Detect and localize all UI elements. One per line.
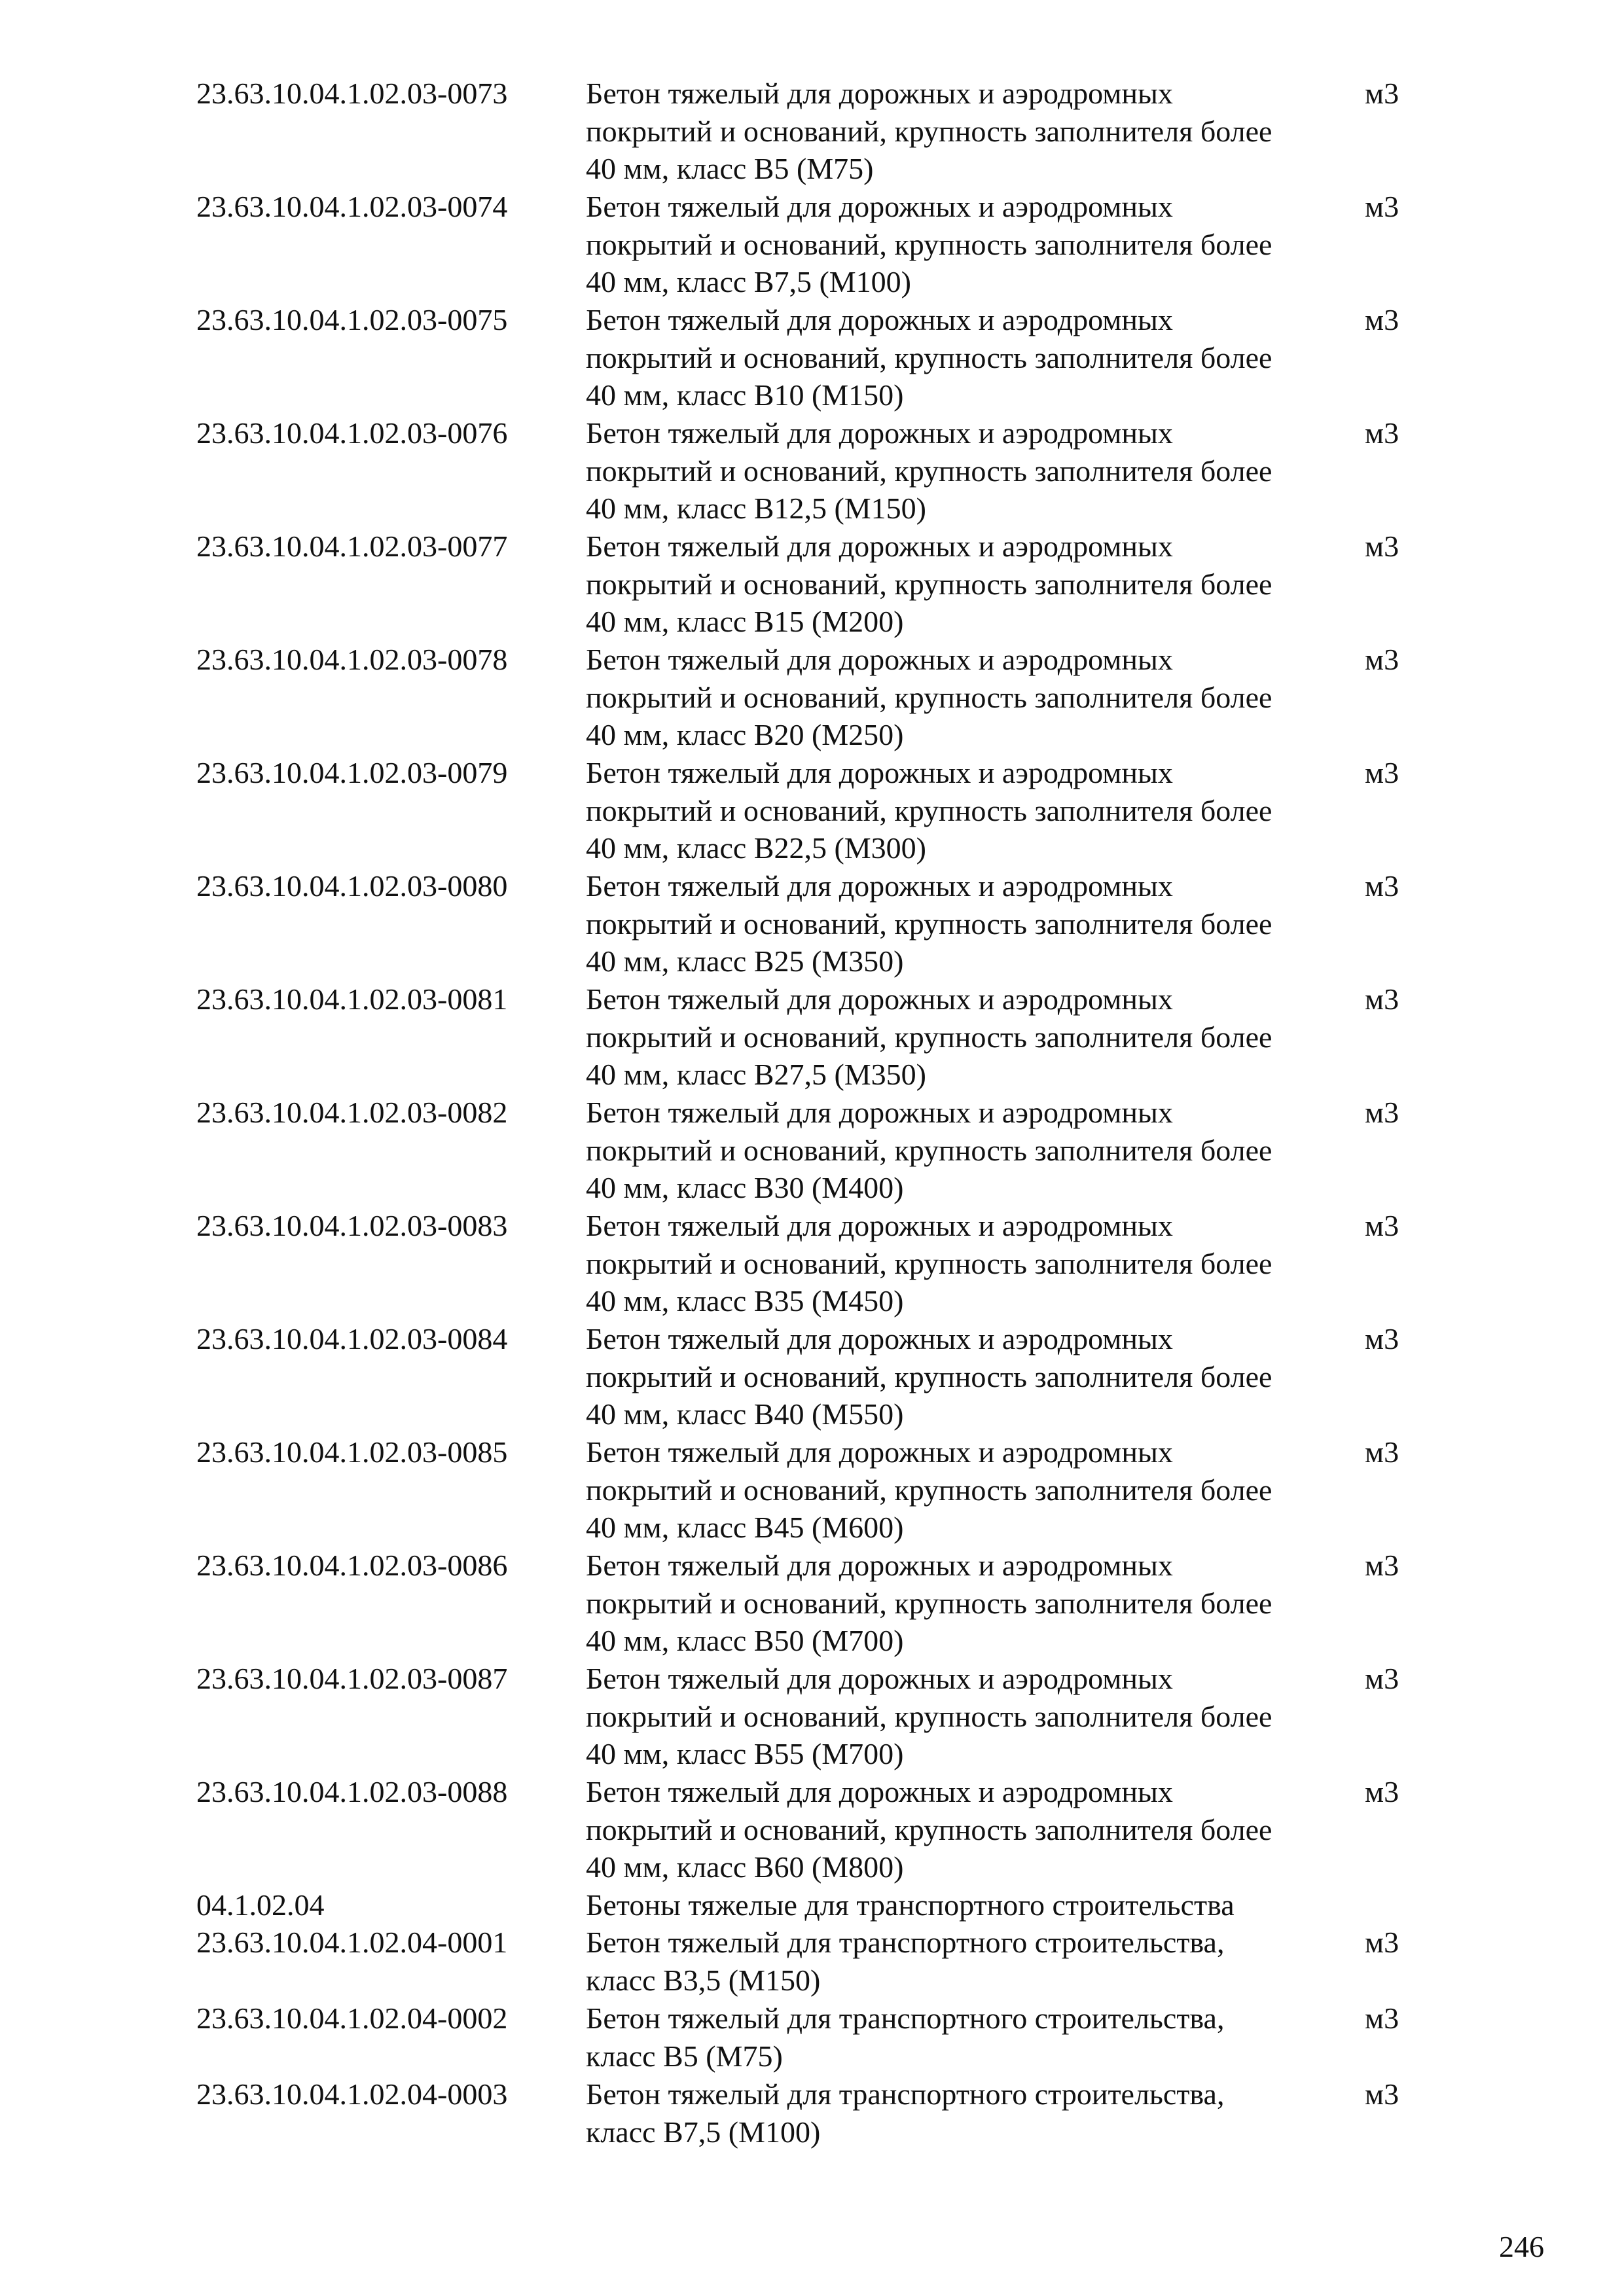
item-description: Бетон тяжелый для дорожных и аэродромных покрытий и оснований, крупность заполнителя более 40 мм, класс В12,5 (М150) <box>586 416 1272 526</box>
list-item <box>0 1547 1624 1660</box>
list-item <box>0 980 1624 1094</box>
item-code: 23.63.10.04.1.02.03-0081 <box>196 982 508 1016</box>
item-unit: м3 <box>1365 1096 1399 1129</box>
list-item <box>0 1433 1624 1547</box>
item-code: 23.63.10.04.1.02.03-0076 <box>196 416 508 450</box>
item-code: 23.63.10.04.1.02.03-0084 <box>196 1322 508 1355</box>
section-title: Бетоны тяжелые для транспортного строительства <box>586 1888 1235 1922</box>
section-heading-row <box>0 1886 1624 1924</box>
item-code: 23.63.10.04.1.02.03-0073 <box>196 77 508 110</box>
item-description: Бетон тяжелый для дорожных и аэродромных покрытий и оснований, крупность заполнителя более 40 мм, класс В7,5 (М100) <box>586 190 1272 299</box>
item-code: 23.63.10.04.1.02.04-0001 <box>196 1926 508 1959</box>
item-description: Бетон тяжелый для дорожных и аэродромных покрытий и оснований, крупность заполнителя более 40 мм, класс В15 (М200) <box>586 529 1272 639</box>
item-code: 23.63.10.04.1.02.04-0002 <box>196 2001 508 2035</box>
item-unit: м3 <box>1365 529 1399 563</box>
item-description: Бетон тяжелый для дорожных и аэродромных покрытий и оснований, крупность заполнителя более 40 мм, класс В27,5 (М350) <box>586 982 1272 1092</box>
item-description: Бетон тяжелый для транспортного строительства, класс В3,5 (М150) <box>586 1926 1225 1997</box>
list-item <box>0 1207 1624 1320</box>
list-item <box>0 75 1624 188</box>
list-item <box>0 414 1624 528</box>
item-code: 23.63.10.04.1.02.03-0082 <box>196 1096 508 1129</box>
item-unit: м3 <box>1365 2077 1399 2111</box>
item-description: Бетон тяжелый для дорожных и аэродромных покрытий и оснований, крупность заполнителя более 40 мм, класс В30 (М400) <box>586 1096 1272 1205</box>
section-code: 04.1.02.04 <box>196 1888 325 1922</box>
item-description: Бетон тяжелый для дорожных и аэродромных покрытий и оснований, крупность заполнителя более 40 мм, класс В10 (М150) <box>586 303 1272 412</box>
item-code: 23.63.10.04.1.02.03-0087 <box>196 1662 508 1695</box>
item-unit: м3 <box>1365 2001 1399 2035</box>
page-number: 246 <box>1499 2230 1544 2263</box>
item-code: 23.63.10.04.1.02.03-0077 <box>196 529 508 563</box>
list-item <box>0 528 1624 641</box>
list-item <box>0 1320 1624 1433</box>
item-code: 23.63.10.04.1.02.03-0075 <box>196 303 508 336</box>
item-unit: м3 <box>1365 77 1399 110</box>
item-description: Бетон тяжелый для дорожных и аэродромных покрытий и оснований, крупность заполнителя более 40 мм, класс В35 (М450) <box>586 1209 1272 1318</box>
item-description: Бетон тяжелый для транспортного строительства, класс В7,5 (М100) <box>586 2077 1225 2149</box>
list-item <box>0 1773 1624 1886</box>
item-code: 23.63.10.04.1.02.03-0086 <box>196 1549 508 1582</box>
item-code: 23.63.10.04.1.02.03-0085 <box>196 1435 508 1469</box>
list-item <box>0 2000 1624 2075</box>
list-item <box>0 2075 1624 2151</box>
item-description: Бетон тяжелый для дорожных и аэродромных покрытий и оснований, крупность заполнителя более 40 мм, класс В55 (М700) <box>586 1662 1272 1771</box>
item-unit: м3 <box>1365 756 1399 789</box>
item-code: 23.63.10.04.1.02.03-0083 <box>196 1209 508 1242</box>
list-item <box>0 1660 1624 1773</box>
item-code: 23.63.10.04.1.02.03-0088 <box>196 1775 508 1808</box>
list-item <box>0 754 1624 867</box>
item-description: Бетон тяжелый для дорожных и аэродромных покрытий и оснований, крупность заполнителя более 40 мм, класс В20 (М250) <box>586 643 1272 752</box>
item-description: Бетон тяжелый для дорожных и аэродромных покрытий и оснований, крупность заполнителя более 40 мм, класс В40 (М550) <box>586 1322 1272 1431</box>
item-unit: м3 <box>1365 190 1399 223</box>
item-description: Бетон тяжелый для дорожных и аэродромных покрытий и оснований, крупность заполнителя более 40 мм, класс В5 (М75) <box>586 77 1272 186</box>
item-description: Бетон тяжелый для дорожных и аэродромных покрытий и оснований, крупность заполнителя более 40 мм, класс В25 (М350) <box>586 869 1272 978</box>
item-unit: м3 <box>1365 416 1399 450</box>
item-description: Бетон тяжелый для дорожных и аэродромных покрытий и оснований, крупность заполнителя более 40 мм, класс В60 (М800) <box>586 1775 1272 1884</box>
item-code: 23.63.10.04.1.02.04-0003 <box>196 2077 508 2111</box>
item-code: 23.63.10.04.1.02.03-0079 <box>196 756 508 789</box>
list-item <box>0 1094 1624 1207</box>
item-unit: м3 <box>1365 643 1399 676</box>
item-code: 23.63.10.04.1.02.03-0078 <box>196 643 508 676</box>
item-unit: м3 <box>1365 982 1399 1016</box>
item-description: Бетон тяжелый для транспортного строительства, класс В5 (М75) <box>586 2001 1225 2073</box>
item-unit: м3 <box>1365 1549 1399 1582</box>
item-unit: м3 <box>1365 1435 1399 1469</box>
list-item <box>0 188 1624 301</box>
item-unit: м3 <box>1365 869 1399 903</box>
item-unit: м3 <box>1365 1209 1399 1242</box>
item-description: Бетон тяжелый для дорожных и аэродромных покрытий и оснований, крупность заполнителя более 40 мм, класс В45 (М600) <box>586 1435 1272 1545</box>
list-item <box>0 301 1624 414</box>
item-unit: м3 <box>1365 1926 1399 1959</box>
list-item <box>0 641 1624 754</box>
list-item <box>0 1924 1624 2000</box>
item-description: Бетон тяжелый для дорожных и аэродромных покрытий и оснований, крупность заполнителя более 40 мм, класс В22,5 (М300) <box>586 756 1272 865</box>
resource-list <box>0 75 1624 2151</box>
item-unit: м3 <box>1365 1775 1399 1808</box>
item-code: 23.63.10.04.1.02.03-0074 <box>196 190 508 223</box>
item-unit: м3 <box>1365 1662 1399 1695</box>
item-unit: м3 <box>1365 303 1399 336</box>
item-description: Бетон тяжелый для дорожных и аэродромных покрытий и оснований, крупность заполнителя более 40 мм, класс В50 (М700) <box>586 1549 1272 1658</box>
list-item <box>0 867 1624 980</box>
item-unit: м3 <box>1365 1322 1399 1355</box>
item-code: 23.63.10.04.1.02.03-0080 <box>196 869 508 903</box>
